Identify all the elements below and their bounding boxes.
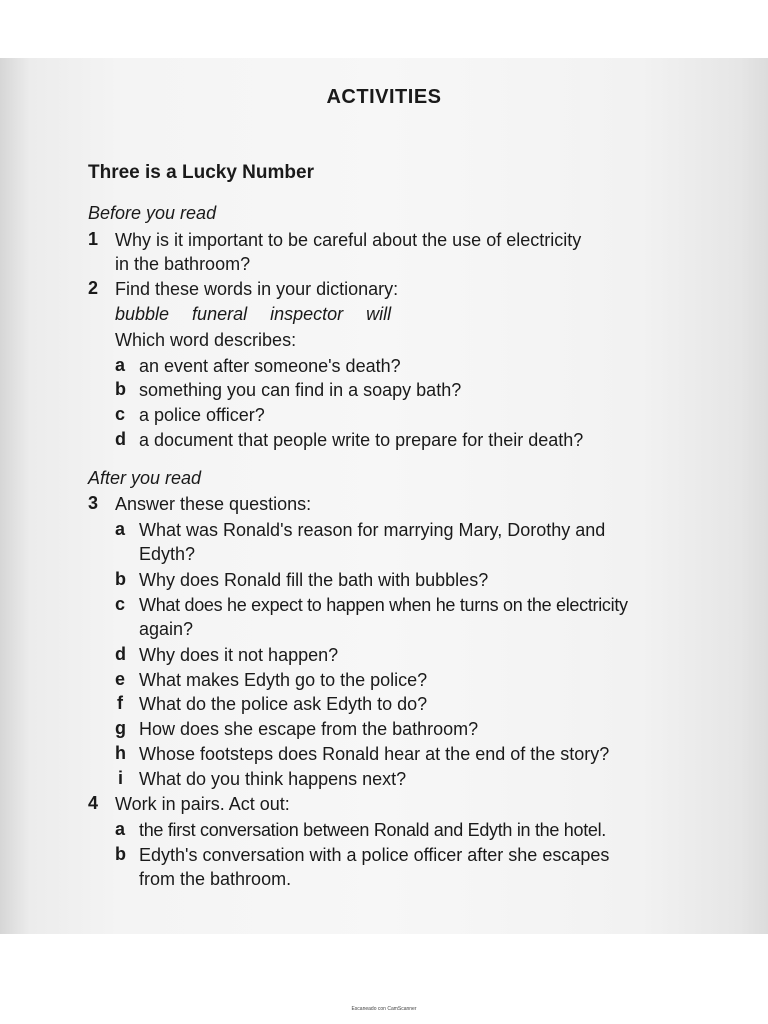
question-number-3: 3: [88, 493, 99, 513]
item-letter: d: [115, 644, 126, 664]
list-item: How does she escape from the bathroom?: [139, 719, 479, 739]
question-2-prompt: Which word describes:: [115, 330, 297, 350]
item-letter: a: [115, 819, 126, 839]
question-number-4: 4: [88, 793, 99, 813]
question-number-1: 1: [88, 229, 99, 249]
item-letter: b: [115, 379, 126, 399]
item-letter: h: [115, 743, 126, 763]
list-item: a police officer?: [139, 405, 265, 425]
item-letter: c: [115, 594, 126, 614]
scanner-watermark: Escaneado con CamScanner: [351, 1006, 417, 1012]
list-item: What does he expect to happen when he turns on the electricity: [139, 595, 628, 615]
list-item: Edyth's conversation with a police officer after she escapes: [139, 845, 610, 865]
item-letter: f: [117, 693, 123, 713]
section-before-you-read: Before you read: [88, 203, 217, 223]
list-item: an event after someone's death?: [139, 356, 401, 376]
question-number-2: 2: [88, 278, 99, 298]
question-1-line-2: in the bathroom?: [115, 254, 251, 274]
story-title: Three is a Lucky Number: [88, 162, 314, 183]
item-letter: d: [115, 429, 126, 449]
list-item: the first conversation between Ronald and Edyth in the hotel.: [139, 820, 607, 840]
question-2-text: Find these words in your dictionary:: [115, 279, 399, 299]
vocabulary-words: bubble funeral inspector will: [115, 304, 392, 324]
list-item-continuation: again?: [139, 619, 194, 639]
item-letter: c: [115, 404, 126, 424]
item-letter: a: [115, 519, 126, 539]
list-item: What makes Edyth go to the police?: [139, 670, 428, 690]
list-item: something you can find in a soapy bath?: [139, 380, 462, 400]
list-item: What do you think happens next?: [139, 769, 407, 789]
scanned-page: [0, 58, 768, 934]
list-item-continuation: Edyth?: [139, 544, 196, 564]
list-item: What do the police ask Edyth to do?: [139, 694, 428, 714]
list-item: Why does Ronald fill the bath with bubbles?: [139, 570, 489, 590]
question-3-text: Answer these questions:: [115, 494, 312, 514]
item-letter: b: [115, 844, 126, 864]
list-item: a document that people write to prepare for their death?: [139, 430, 584, 450]
item-letter: i: [118, 768, 124, 788]
page-title: ACTIVITIES: [326, 86, 442, 108]
list-item: What was Ronald's reason for marrying Mary, Dorothy and: [139, 520, 606, 540]
list-item: Whose footsteps does Ronald hear at the end of the story?: [139, 744, 610, 764]
item-letter: e: [115, 669, 126, 689]
item-letter: b: [115, 569, 126, 589]
question-1-line-1: Why is it important to be careful about the use of electricity: [115, 230, 582, 250]
section-after-you-read: After you read: [88, 468, 202, 488]
question-4-text: Work in pairs. Act out:: [115, 794, 290, 814]
list-item: Why does it not happen?: [139, 645, 339, 665]
item-letter: a: [115, 355, 126, 375]
item-letter: g: [115, 718, 126, 738]
list-item-continuation: from the bathroom.: [139, 869, 292, 889]
